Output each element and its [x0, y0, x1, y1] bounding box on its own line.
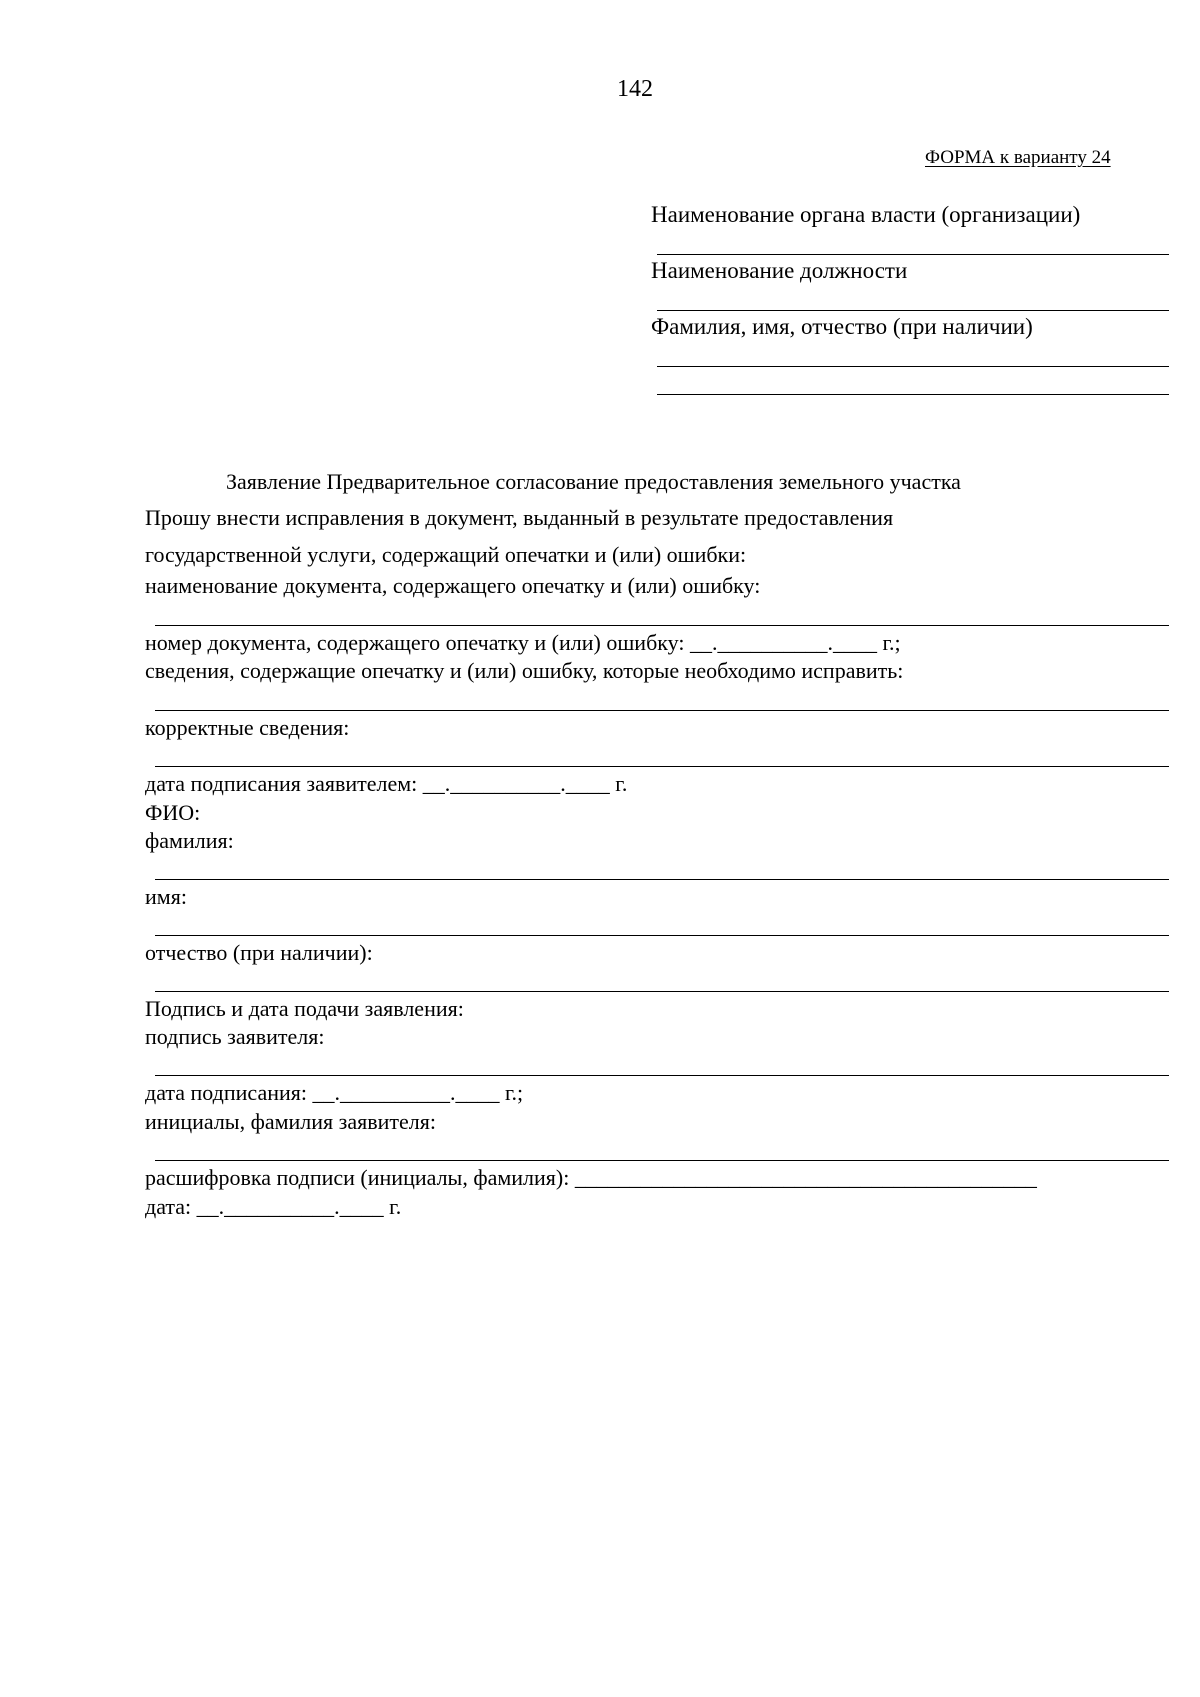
signature-decoding-field[interactable]: расшифровка подписи (инициалы, фамилия): __________________________________________: [145, 1165, 1037, 1190]
initials-line[interactable]: [155, 1160, 1169, 1161]
errors-label: сведения, содержащие опечатку и (или) ошибку, которые необходимо исправить:: [145, 658, 904, 683]
patronymic-line[interactable]: [155, 991, 1169, 992]
recipient-position-line[interactable]: [657, 310, 1169, 311]
correct-info-label: корректные сведения:: [145, 715, 350, 740]
doc-name-line[interactable]: [155, 625, 1169, 626]
errors-line[interactable]: [155, 710, 1169, 711]
surname-line[interactable]: [155, 879, 1169, 880]
patronymic-label: отчество (при наличии):: [145, 940, 373, 965]
sign-date-field[interactable]: дата подписания: __.__________.____ г.;: [145, 1080, 524, 1105]
correct-info-line[interactable]: [155, 766, 1169, 767]
applicant-sign-date-field[interactable]: дата подписания заявителем: __.__________.____ г.: [145, 771, 628, 796]
recipient-fullname-line-2[interactable]: [657, 394, 1169, 395]
intro-line-1: Прошу внести исправления в документ, выданный в результате предоставления: [145, 505, 894, 530]
name-label: имя:: [145, 884, 187, 909]
signature-section-label: Подпись и дата подачи заявления:: [145, 996, 464, 1021]
recipient-fullname-label: Фамилия, имя, отчество (при наличии): [651, 314, 1033, 339]
name-line[interactable]: [155, 935, 1169, 936]
page-title: Заявление Предварительное согласование предоставления земельного участка: [226, 469, 961, 494]
applicant-signature-line[interactable]: [155, 1075, 1169, 1076]
recipient-fullname-line-1[interactable]: [657, 366, 1169, 367]
recipient-authority-line[interactable]: [657, 254, 1169, 255]
intro-line-2: государственной услуги, содержащий опечатки и (или) ошибки:: [145, 542, 747, 567]
recipient-position-label: Наименование должности: [651, 258, 908, 283]
recipient-authority-label: Наименование органа власти (организации): [651, 202, 1081, 227]
applicant-signature-label: подпись заявителя:: [145, 1024, 325, 1049]
doc-number-field[interactable]: номер документа, содержащего опечатку и (или) ошибку: __.__________.____ г.;: [145, 630, 901, 655]
form-label: ФОРМА к варианту 24: [925, 147, 1111, 168]
surname-label: фамилия:: [145, 828, 234, 853]
initials-label: инициалы, фамилия заявителя:: [145, 1109, 436, 1134]
doc-name-label: наименование документа, содержащего опечатку и (или) ошибку:: [145, 573, 761, 598]
date-field[interactable]: дата: __.__________.____ г.: [145, 1194, 402, 1219]
page-number: 142: [617, 76, 653, 102]
fio-label: ФИО:: [145, 800, 201, 825]
